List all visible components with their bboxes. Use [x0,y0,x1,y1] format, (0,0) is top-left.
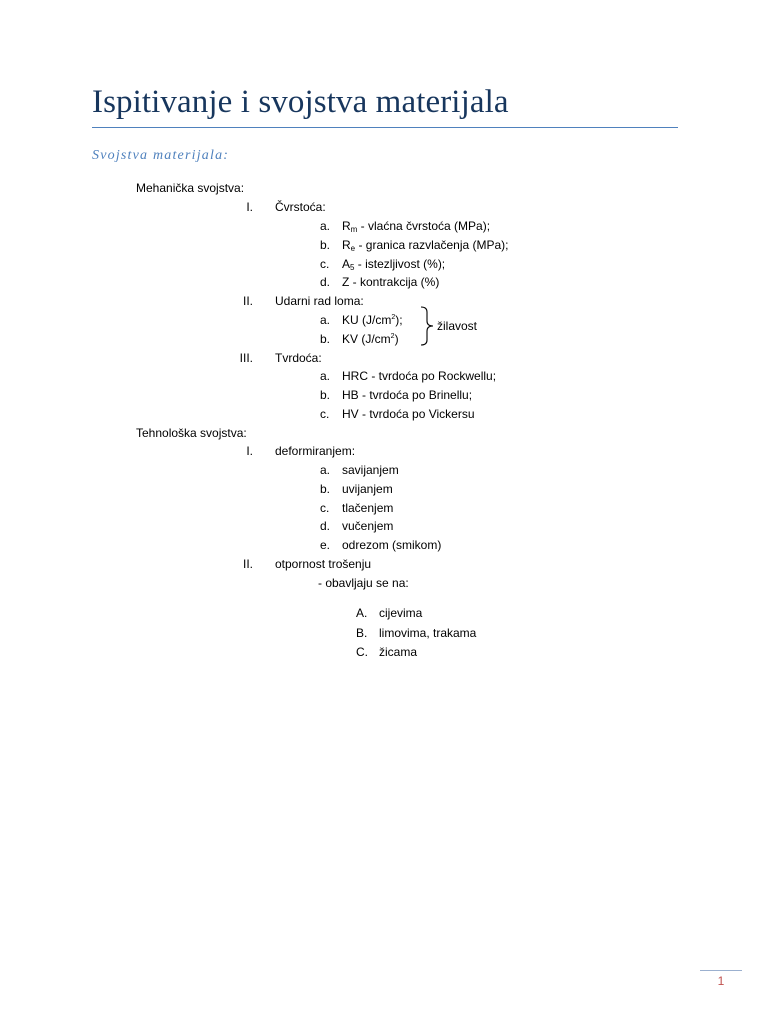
tech-g1-item-text: vučenjem [342,519,394,533]
tech-g1-num: I. [246,444,253,458]
kv-suffix: ) [394,332,399,346]
tech-g2-item-mark: B. [356,626,368,640]
mech-g2-a-mark: a. [320,313,331,327]
tech-g1-item-text: odrezom (smikom) [342,538,442,552]
mech-g3-b-text: HB - tvrdoća po Brinellu; [342,388,473,402]
kv-superscript: 2 [390,333,395,340]
ku-prefix: KU (J/cm [342,313,392,327]
ku-superscript: 2 [391,314,396,321]
page-title: Ispitivanje i svojstva materijala [92,84,509,120]
mech-g3-b-mark: b. [320,388,331,402]
re-symbol: R [342,238,351,252]
curly-brace-icon [419,306,435,346]
page-number: 1 [717,974,725,988]
mech-g3-label: Tvrdoća: [275,351,322,365]
mech-g3-a-mark: a. [320,369,331,383]
mech-g1-d-mark: d. [320,275,331,289]
tech-g1-item-text: uvijanjem [342,482,393,496]
title-underline [92,127,678,128]
rm-subscript: m [350,225,358,234]
tech-g1-item-mark: b. [320,482,331,496]
tech-g2-item-text: žicama [379,645,418,659]
a5-subscript: 5 [350,263,355,272]
mech-g2-label: Udarni rad loma: [275,294,364,308]
re-description: - granica razvlačenja (MPa); [355,238,509,252]
re-subscript: e [350,244,356,253]
tech-g2-label: otpornost trošenju [275,557,372,571]
mech-g1-c-mark: c. [320,257,330,271]
tech-heading: Tehnološka svojstva: [136,426,247,440]
brace-label: žilavost [437,319,478,333]
tech-g1-item-mark: e. [320,538,331,552]
mech-g3-c-text: HV - tvrdoća po Vickersu [342,407,475,421]
rm-symbol: R [342,219,351,233]
tech-g2-note: - obavljaju se na: [318,576,409,590]
mech-g3-a-text: HRC - tvrdoća po Rockwellu; [342,369,497,383]
tech-g2-item-text: cijevima [379,606,423,620]
tech-g1-item-text: tlačenjem [342,501,394,515]
rm-description: - vlaćna čvrstoća (MPa); [357,219,491,233]
mech-g1-a-mark: a. [320,219,331,233]
tech-g2-item-mark: A. [356,606,368,620]
footer-rule [700,970,742,971]
tech-g1-item-mark: a. [320,463,331,477]
mech-g1-d-text: Z - kontrakcija (%) [342,275,440,289]
mech-g2-num: II. [242,294,253,308]
a5-description: - istezljivost (%); [354,257,446,271]
tech-g2-num: II. [242,557,253,571]
mech-g1-a-text [342,218,490,234]
tech-g2-item-mark: C. [356,645,368,659]
tech-g1-item-mark: c. [320,501,330,515]
mech-g1-b-mark: b. [320,238,331,252]
mech-g1-num: I. [246,200,253,214]
mech-g1-b-text [342,237,509,253]
mech-g2-b-mark: b. [320,332,331,346]
mech-heading: Mehanička svojstva: [136,181,245,195]
kv-prefix: KV (J/cm [342,332,391,346]
tech-g1-item-mark: d. [320,519,331,533]
mech-g3-num: III. [239,351,253,365]
section-subtitle: Svojstva materijala: [92,148,230,163]
a5-symbol: A [342,257,351,271]
mech-g2-a-text [342,312,403,328]
mech-g2-b-text [342,331,399,347]
tech-g2-item-text: limovima, trakama [379,626,477,640]
mech-g1-label: Čvrstoća: [275,200,326,214]
mech-g1-c-text [342,256,445,272]
tech-g1-label: deformiranjem: [275,444,356,458]
mech-g3-c-mark: c. [320,407,330,421]
tech-g1-item-text: savijanjem [342,463,399,477]
ku-suffix: ); [395,313,403,327]
